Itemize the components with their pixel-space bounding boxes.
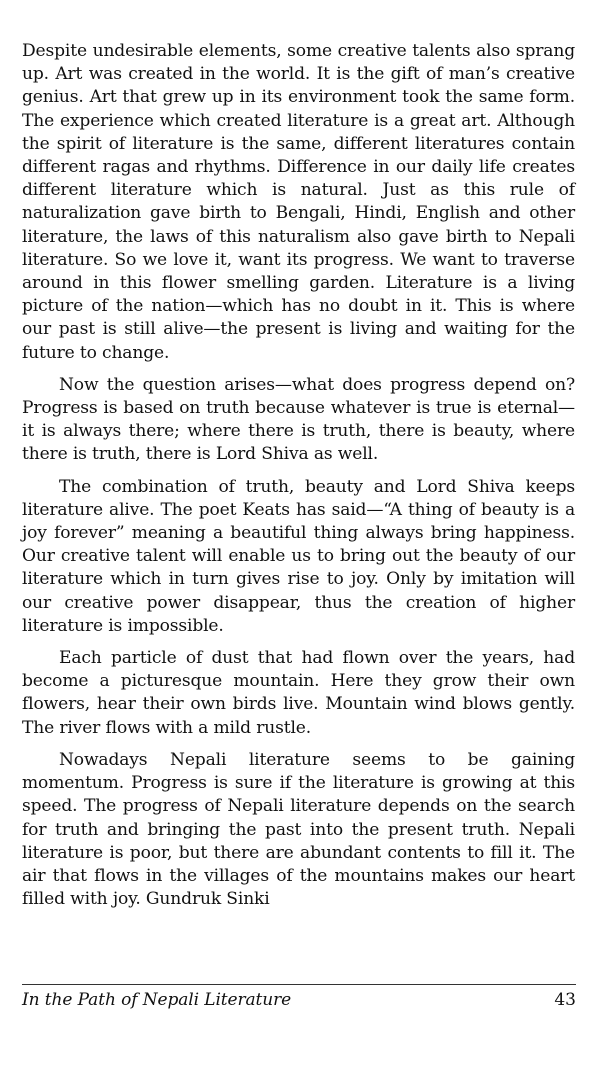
- page-footer: [22, 990, 576, 1016]
- footer-divider: [22, 984, 576, 985]
- paragraph-2: Now the question arises—what does progress depend on? Progress is based on truth because whatever is true is eternal—it is always there; where there is truth, there is beauty, where there is truth, there is Lord Shiva as well.: [22, 374, 575, 465]
- paragraph-1: Despite undesirable elements, some creative talents also sprang up. Art was created in the world. It is the gift of man’s creative genius. Art that grew up in its environment took the same form. The experience which created literature is a great art. Although the spirit of literature is the same, different literatures contain different ragas and rhythms. Difference in our daily life creates different literature which is natural. Just as this rule of naturalization gave birth to Bengali, Hindi, English and other literature, the laws of this naturalism also gave birth to Nepali literature. So we love it, want its progress. We want to traverse around in this flower smelling garden. Literature is a living picture of the nation—which has no doubt in it. This is where our past is still alive—the present is living and waiting for the future to change.: [22, 41, 575, 363]
- paragraph-4: Each particle of dust that had flown over the years, had become a picturesque mountain. Here they grow their own flowers, hear their own birds live. Mountain wind blows gently. The river flows with a mild rustle.: [22, 648, 575, 738]
- paragraph-5: Nowadays Nepali literature seems to be gaining momentum. Progress is sure if the literature is growing at this speed. The progress of Nepali literature depends on the search for truth and bringing the past into the present truth. Nepali literature is poor, but there are abundant contents to fill it. The air that flows in the villages of the mountains makes our heart filled with joy. Gundruk Sinki: [22, 749, 575, 910]
- page-number: 43: [554, 990, 576, 1010]
- paragraph-3: The combination of truth, beauty and Lord Shiva keeps literature alive. The poet Keats has said—“A thing of beauty is a joy forever” meaning a beautiful thing always bring happiness. Our creative talent will enable us to bring out the beauty of our literature which in turn gives rise to joy. Only by imitation will our creative power disappear, thus the creation of higher literature is impossible.: [22, 476, 575, 636]
- running-title: In the Path of Nepali Literature: [22, 990, 292, 1010]
- page-body: [22, 40, 575, 920]
